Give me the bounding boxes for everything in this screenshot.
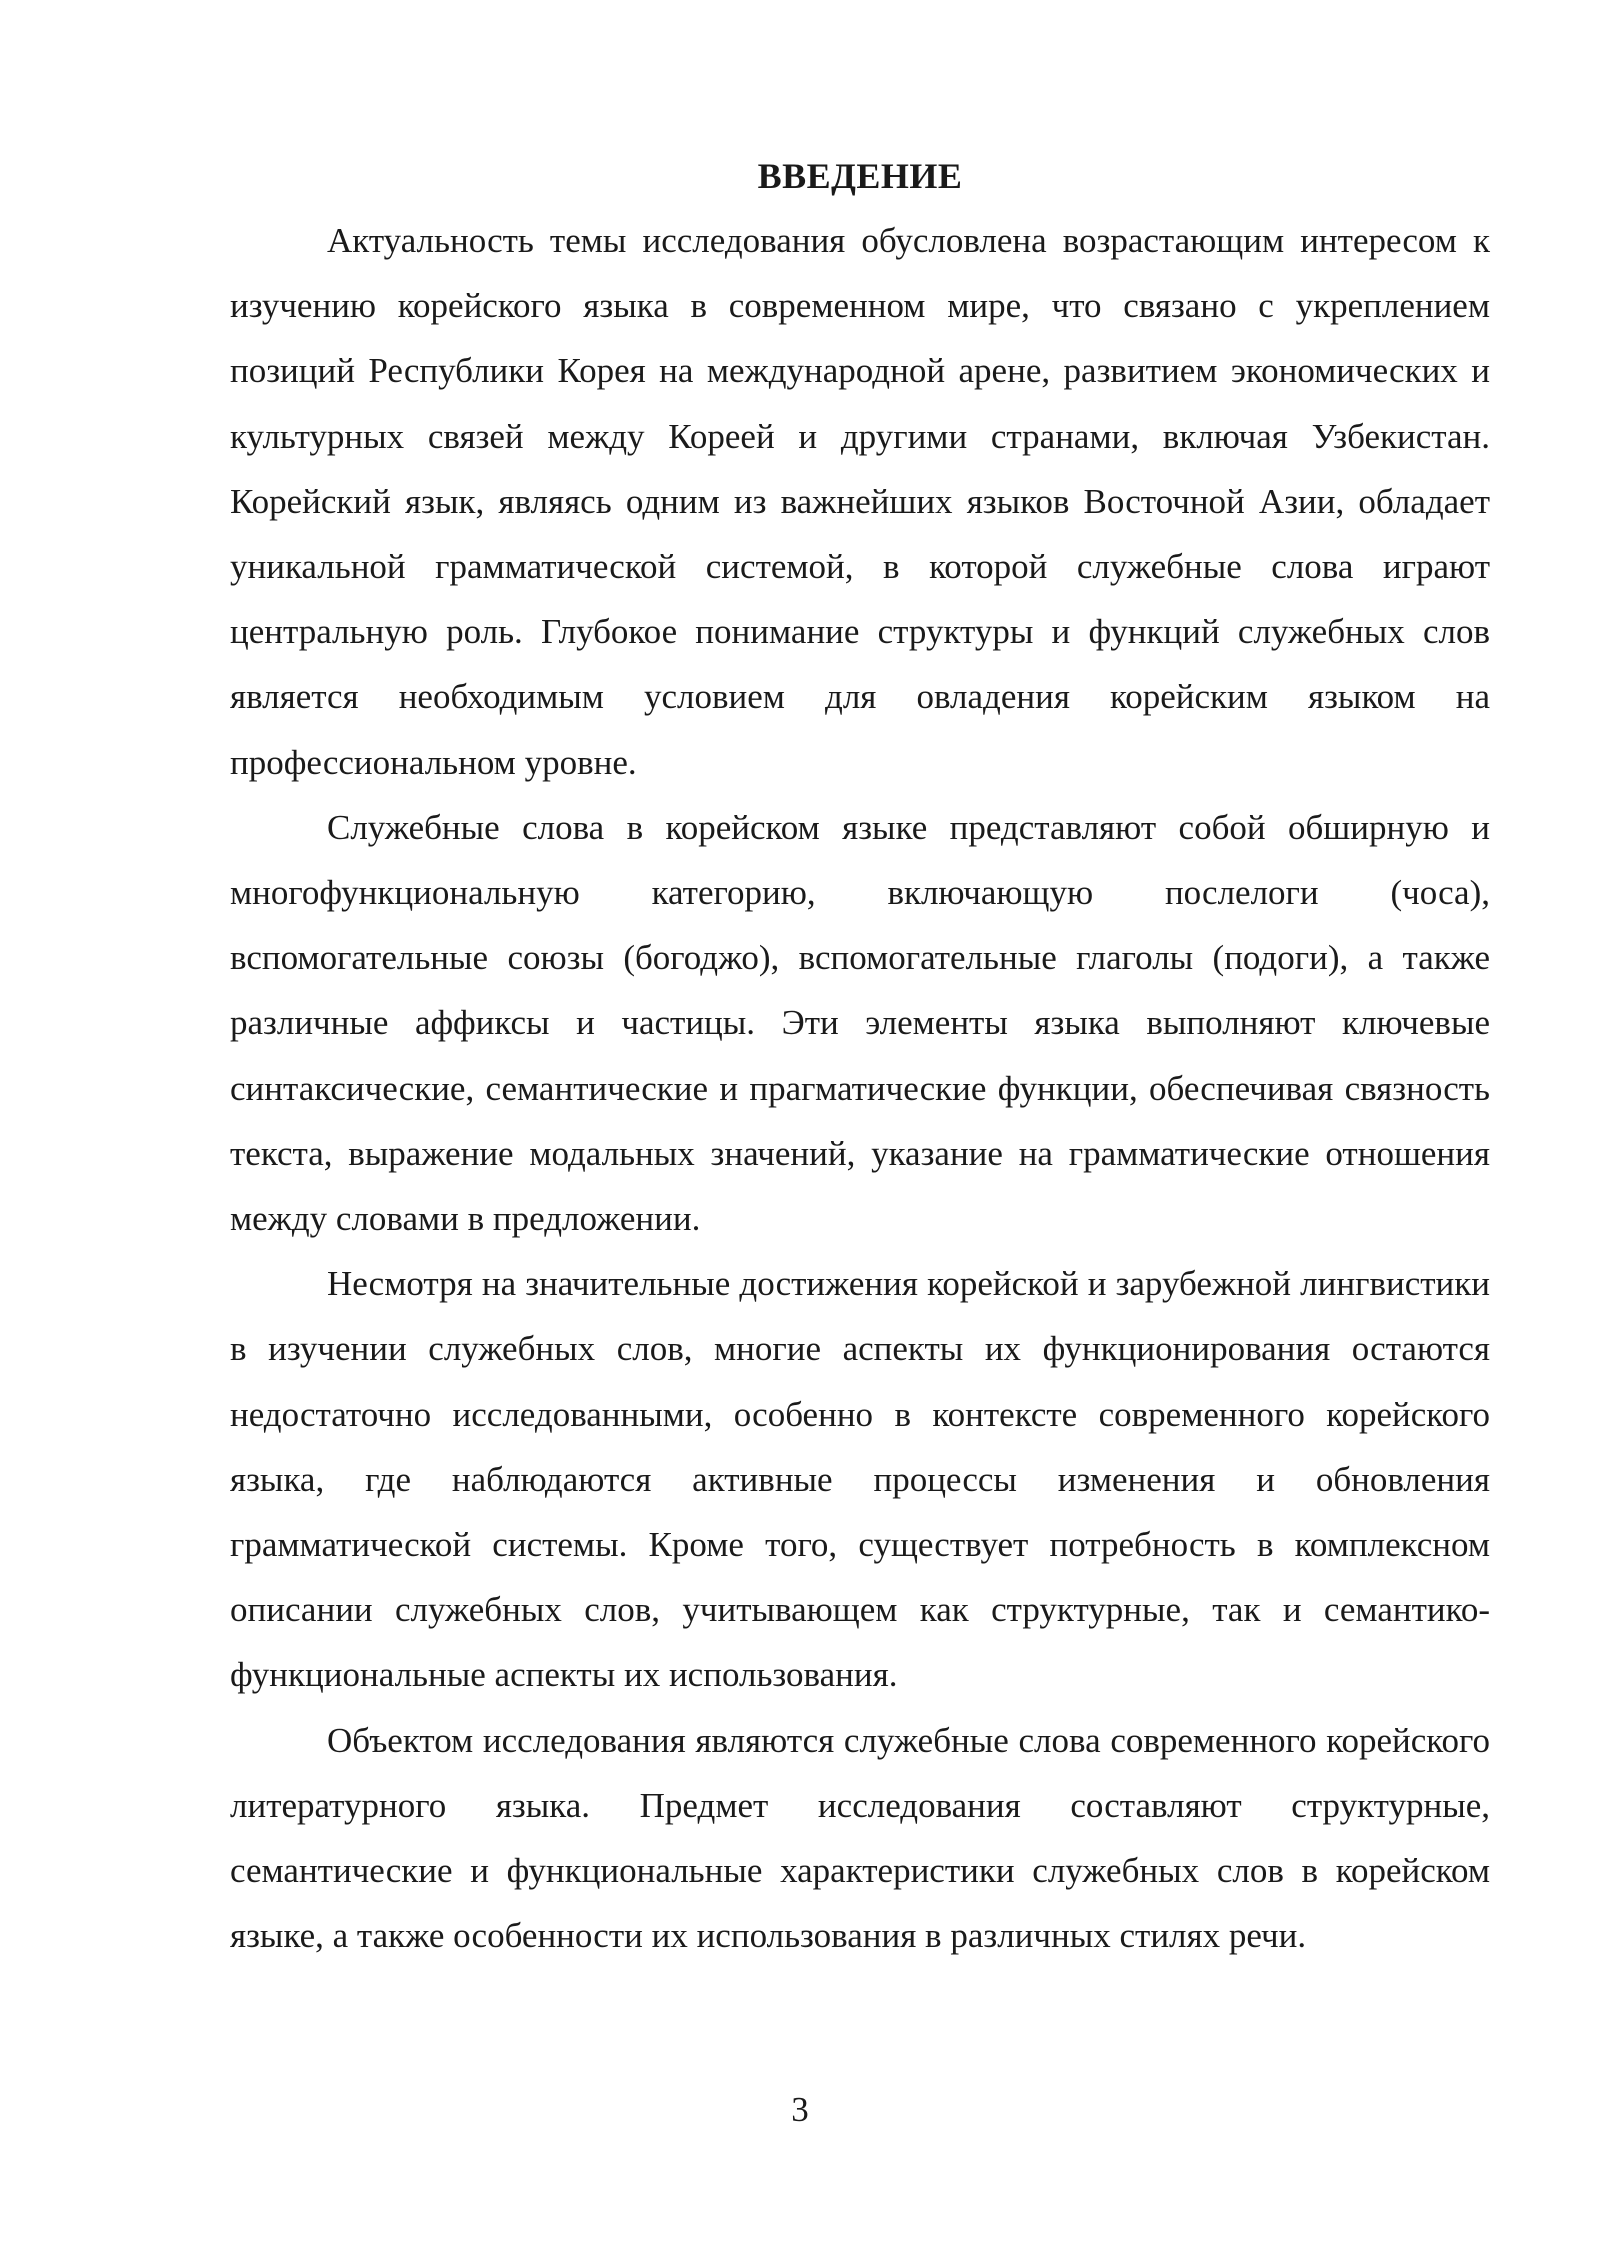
paragraph-object-subject: Объектом исследования являются служебные слова современного корейского литературного языка. Предмет исследования составляют структурные, семантические и функциональные характеристики служебных слов в корейском языке, а также особенности их использования в различных стилях речи. [230, 1720, 1490, 1956]
paragraph-relevance: Актуальность темы исследования обусловлена возрастающим интересом к изучению корейского языка в современном мире, что связано с укреплением позиций Республики Корея на международной арене, развитием экономических и культурных связей между Кореей и другими странами, включая Узбекистан. Корейский язык, являясь одним из важнейших языков Восточной Азии, обладает уникальной грамматической системой, в которой служебные слова играют центральную роль. Глубокое понимание структуры и функций служебных слов является необходимым условием для овладения корейским языком на профессиональном уровне. [230, 221, 1490, 782]
paragraph-function-words: Служебные слова в корейском языке представляют собой обширную и многофункциональную категорию, включающую послелоги (чоса), вспомогательные союзы (богоджо), вспомогательные глаголы (подоги), а также различные аффиксы и частицы. Эти элементы языка выполняют ключевые синтаксические, семантические и прагматические функции, обеспечивая связность текста, выражение модальных значений, указание на грамматические отношения между словами в предложении. [230, 807, 1490, 1239]
section-heading: ВВЕДЕНИЕ [757, 156, 963, 196]
page-content [230, 150, 1490, 1968]
paragraph-research-gap: Несмотря на значительные достижения корейской и зарубежной лингвистики в изучении служебных слов, многие аспекты их функционирования остаются недостаточно исследованными, особенно в контексте современного корейского языка, где наблюдаются активные процессы изменения и обновления грамматической системы. Кроме того, существует потребность в комплексном описании служебных слов, учитывающем как структурные, так и семантико-функциональные аспекты их использования. [230, 1264, 1490, 1695]
page-number: 3 [791, 2090, 809, 2129]
